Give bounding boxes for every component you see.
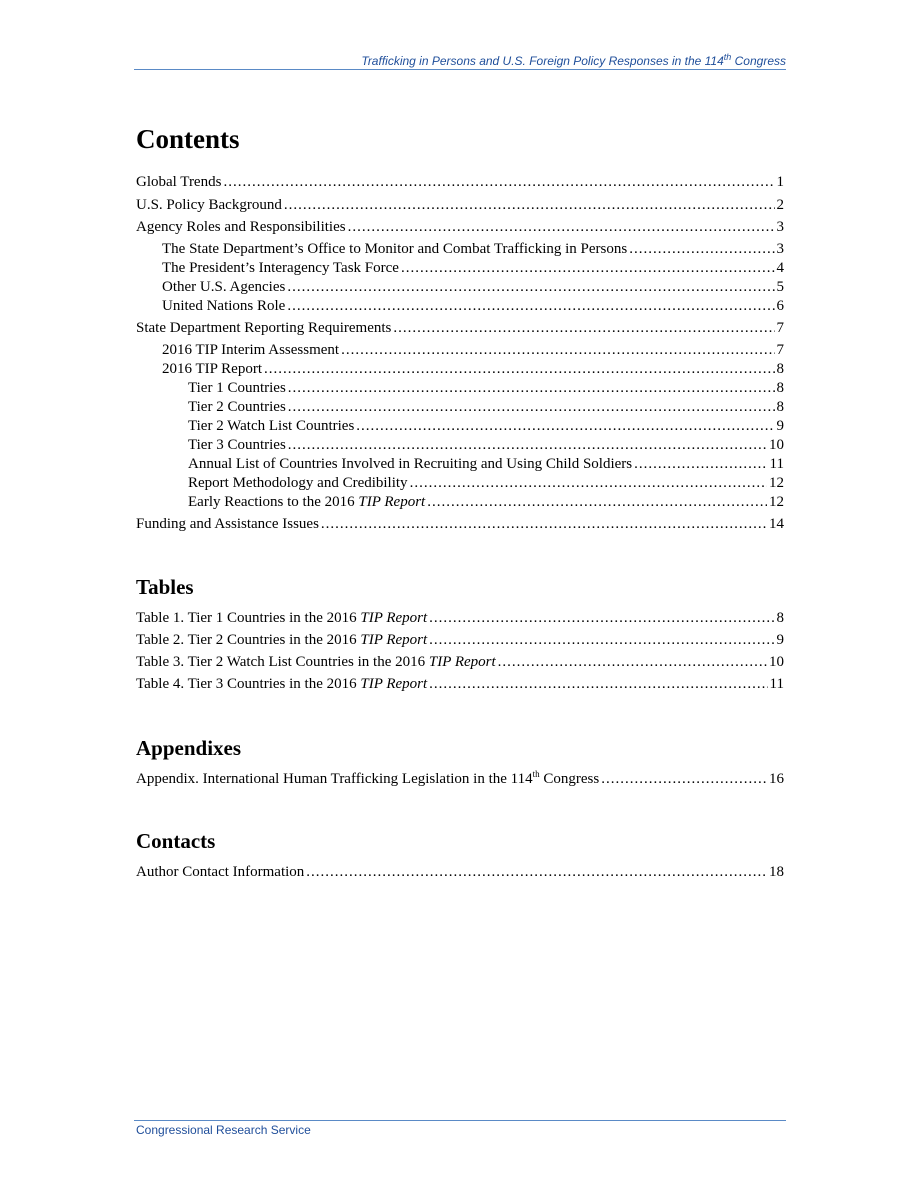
contacts-heading: Contacts (136, 829, 216, 853)
toc-entry-interim-assessment[interactable]: 2016 TIP Interim Assessment ..... 7 (162, 342, 784, 361)
toc-entry-reporting-requirements[interactable]: State Department Reporting Requirements ..... 7 (136, 320, 784, 339)
toc-entry-tier-1[interactable]: Tier 1 Countries ..... 8 (188, 380, 784, 399)
tables-heading: Tables (136, 575, 194, 599)
toc-entry-other-agencies[interactable]: Other U.S. Agencies ..... 5 (162, 279, 784, 298)
toc-entry-report-methodology[interactable]: Report Methodology and Credibility ..... 12 (188, 475, 784, 494)
toc-entry-tier-2[interactable]: Tier 2 Countries ..... 8 (188, 399, 784, 418)
toc-entry-table-4[interactable]: Table 4. Tier 3 Countries in the 2016 TIP Report ..... 11 (136, 676, 784, 695)
toc-entry-global-trends[interactable]: Global Trends ..... 1 (136, 174, 784, 193)
toc-entry-state-dept-office[interactable]: The State Department’s Office to Monitor and Combat Trafficking in Persons ..... 3 (162, 241, 784, 260)
toc-entry-tip-report[interactable]: 2016 TIP Report ..... 8 (162, 361, 784, 380)
header-rule (134, 69, 786, 70)
toc-entry-us-policy-background[interactable]: U.S. Policy Background ..... 2 (136, 197, 784, 216)
toc-entry-table-3[interactable]: Table 3. Tier 2 Watch List Countries in the 2016 TIP Report ..... 10 (136, 654, 784, 673)
toc-entry-appendix[interactable]: Appendix. International Human Trafficking Legislation in the 114th Congress ..... 16 (136, 771, 784, 790)
running-header: Trafficking in Persons and U.S. Foreign Policy Responses in the 114th Congress (361, 52, 786, 68)
toc-entry-child-soldiers[interactable]: Annual List of Countries Involved in Recruiting and Using Child Soldiers ..... 11 (188, 456, 784, 475)
toc-entry-united-nations-role[interactable]: United Nations Role ..... 6 (162, 298, 784, 317)
contents-heading: Contents (136, 124, 240, 154)
toc-entry-tier-3[interactable]: Tier 3 Countries ..... 10 (188, 437, 784, 456)
toc-entry-table-2[interactable]: Table 2. Tier 2 Countries in the 2016 TIP Report ..... 9 (136, 632, 784, 651)
toc-entry-agency-roles[interactable]: Agency Roles and Responsibilities ..... 3 (136, 219, 784, 238)
toc-entry-funding[interactable]: Funding and Assistance Issues ..... 14 (136, 516, 784, 535)
toc-entry-tier-2-watch-list[interactable]: Tier 2 Watch List Countries ..... 9 (188, 418, 784, 437)
toc-entry-author-contact[interactable]: Author Contact Information ..... 18 (136, 864, 784, 883)
footer-rule (134, 1120, 786, 1121)
toc-entry-early-reactions[interactable]: Early Reactions to the 2016 TIP Report ..... 12 (188, 494, 784, 513)
running-footer: Congressional Research Service (136, 1123, 311, 1137)
appendixes-heading: Appendixes (136, 736, 242, 760)
toc-entry-table-1[interactable]: Table 1. Tier 1 Countries in the 2016 TIP Report ..... 8 (136, 610, 784, 629)
toc-entry-interagency-task-force[interactable]: The President’s Interagency Task Force ..... 4 (162, 260, 784, 279)
